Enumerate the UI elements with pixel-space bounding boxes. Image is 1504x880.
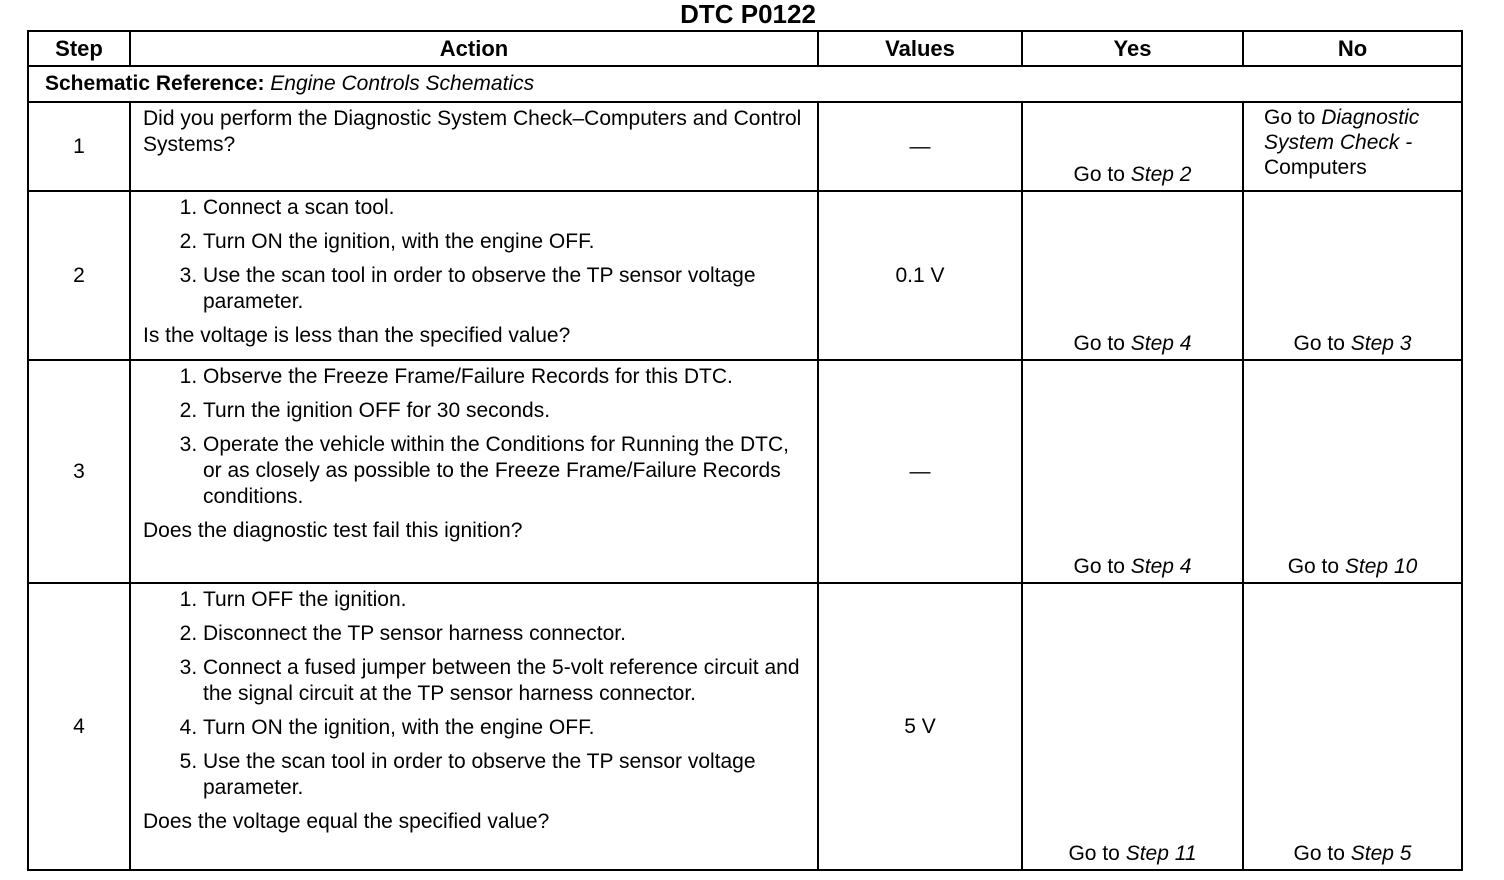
action-question: Is the voltage is less than the specified value?	[143, 324, 571, 347]
header-no: No	[1243, 31, 1462, 66]
header-values: Values	[818, 31, 1022, 66]
list-item: 5. Use the scan tool in order to observe the TP sensor voltage parameter.	[203, 749, 807, 801]
schematic-link[interactable]: Engine Controls Schematics	[270, 72, 535, 95]
schematic-row	[28, 66, 1462, 102]
action-question: Does the diagnostic test fail this ignition?	[143, 519, 523, 542]
value-cell: 0.1 V	[818, 191, 1022, 360]
list-item: 4. Turn ON the ignition, with the engine OFF.	[203, 715, 807, 741]
header-yes: Yes	[1022, 31, 1243, 66]
no-link[interactable]: Step 3	[1350, 332, 1412, 355]
action-list	[143, 364, 807, 510]
page-title: DTC P0122	[680, 0, 816, 29]
yes-cell	[1022, 583, 1243, 870]
header-row	[28, 31, 1462, 66]
no-cell	[1243, 191, 1462, 360]
yes-prefix: Go to	[1073, 332, 1125, 355]
action-cell	[130, 191, 818, 360]
no-suffix: Computers	[1264, 156, 1367, 179]
action-question: Does the voltage equal the specified value?	[143, 810, 550, 833]
list-item: 1. Observe the Freeze Frame/Failure Records for this DTC.	[203, 364, 807, 390]
list-item: 1. Turn OFF the ignition.	[203, 587, 807, 613]
list-item: 3. Use the scan tool in order to observe the TP sensor voltage parameter.	[203, 263, 807, 315]
action-question: Did you perform the Diagnostic System Check–Computers and Control Systems?	[143, 107, 802, 156]
list-item: 2. Turn ON the ignition, with the engine OFF.	[203, 229, 807, 255]
yes-cell	[1022, 102, 1243, 191]
no-prefix: Go to	[1293, 842, 1345, 865]
no-cell	[1243, 360, 1462, 583]
yes-prefix: Go to	[1073, 163, 1125, 186]
table-row	[28, 360, 1462, 583]
no-prefix: Go to	[1287, 555, 1340, 578]
no-prefix: Go to	[1264, 106, 1316, 129]
action-list	[143, 587, 807, 801]
no-prefix: Go to	[1293, 332, 1345, 355]
yes-link[interactable]: Step 11	[1125, 842, 1197, 865]
header-step: Step	[28, 31, 130, 66]
yes-link[interactable]: Step 4	[1130, 555, 1192, 578]
list-item: 2. Turn the ignition OFF for 30 seconds.	[203, 398, 807, 424]
schematic-label: Schematic Reference:	[45, 72, 265, 95]
list-item: 3. Connect a fused jumper between the 5-volt reference circuit and the signal circuit at the TP sensor harness connector.	[203, 655, 807, 707]
action-list	[143, 195, 807, 315]
step-number: 1	[28, 102, 130, 191]
list-item: 1. Connect a scan tool.	[203, 195, 807, 221]
step-number: 2	[28, 191, 130, 360]
action-cell	[130, 583, 818, 870]
no-link[interactable]: Step 10	[1344, 555, 1418, 578]
value-cell: —	[818, 102, 1022, 191]
no-link[interactable]: Diagnostic System Check -	[1264, 106, 1420, 154]
table-row	[28, 191, 1462, 360]
table-row	[28, 102, 1462, 191]
header-action: Action	[130, 31, 818, 66]
list-item: 3. Operate the vehicle within the Conditions for Running the DTC, or as closely as possible to the Freeze Frame/Failure Records conditions.	[203, 432, 807, 510]
step-number: 4	[28, 583, 130, 870]
no-cell	[1243, 583, 1462, 870]
yes-link[interactable]: Step 4	[1130, 332, 1192, 355]
list-item: 2. Disconnect the TP sensor harness connector.	[203, 621, 807, 647]
value-cell: 5 V	[818, 583, 1022, 870]
yes-prefix: Go to	[1073, 555, 1125, 578]
action-cell	[130, 102, 818, 191]
yes-link[interactable]: Step 2	[1130, 163, 1192, 186]
no-link[interactable]: Step 5	[1350, 842, 1412, 865]
schematic-reference	[28, 66, 1462, 102]
yes-cell	[1022, 360, 1243, 583]
table-row	[28, 583, 1462, 870]
yes-prefix: Go to	[1068, 842, 1120, 865]
action-cell	[130, 360, 818, 583]
value-cell: —	[818, 360, 1022, 583]
dtc-table	[27, 30, 1463, 871]
step-number: 3	[28, 360, 130, 583]
yes-cell	[1022, 191, 1243, 360]
no-cell	[1243, 102, 1462, 191]
